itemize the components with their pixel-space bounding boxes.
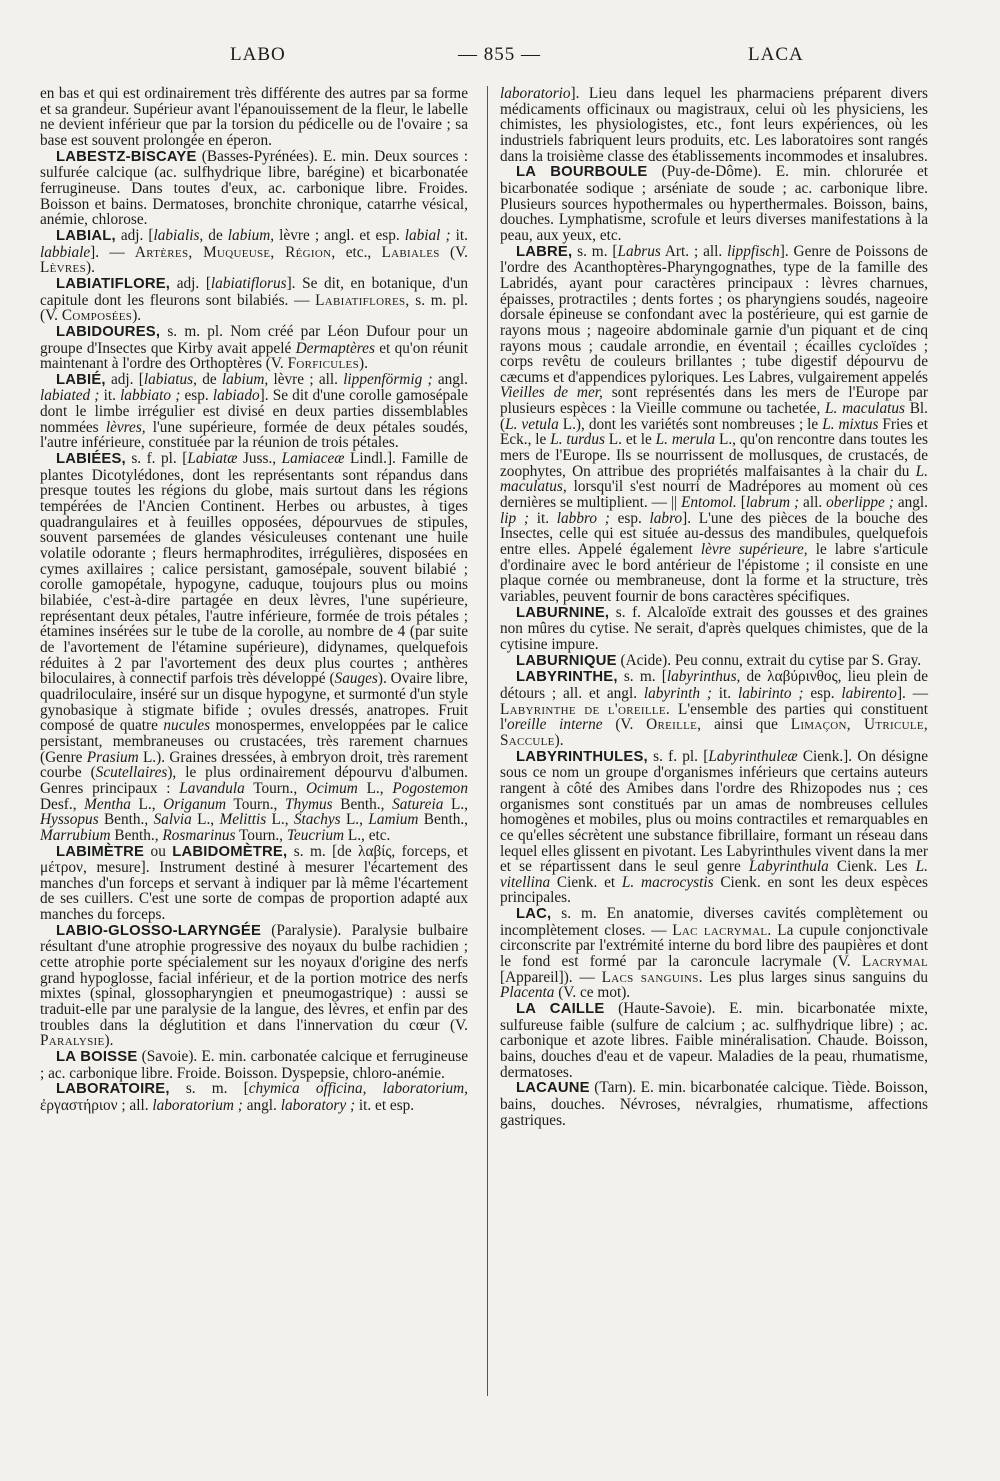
italic-text: Rosmarinus xyxy=(162,826,236,844)
italic-text: L. mixtus xyxy=(822,415,879,433)
italic-text: labyrinth ; xyxy=(643,684,712,702)
body-text: et qu'on réunit maintenant à l'ordre des Orthoptères (V. xyxy=(40,339,469,373)
italic-text: Marrubium xyxy=(40,826,111,844)
headword: LABURNINE, xyxy=(516,604,610,621)
body-text: L., etc. xyxy=(344,826,391,844)
dictionary-entry xyxy=(500,669,928,748)
italic-text: Ocimum xyxy=(305,779,358,797)
italic-text: Scutellaires xyxy=(95,764,168,782)
italic-text: Origanum xyxy=(163,795,227,813)
headword: LABORATOIRE, xyxy=(56,1081,170,1098)
body-text: sont représentés dans les mers de l'Europe par plusieurs espèces : la Vieille commune ou tachetée, xyxy=(500,384,929,418)
body-text: de xyxy=(203,226,228,244)
dictionary-entry xyxy=(40,228,468,276)
body-text: ). xyxy=(554,731,564,749)
small-caps-text: Limaçon, Utricule, Saccule xyxy=(500,716,928,749)
italic-text: lippenförmig ; xyxy=(343,370,433,388)
dictionary-entry xyxy=(500,1001,928,1080)
body-text: Bl. ( xyxy=(500,400,928,433)
small-caps-text: Labiatiflores, xyxy=(315,291,410,309)
body-text: Cienk. Les xyxy=(828,858,916,876)
italic-text: Lamiaceæ xyxy=(281,450,345,468)
italic-text: L. merula xyxy=(655,431,716,449)
small-caps-text: Lacrymal xyxy=(861,953,928,971)
body-text: ]. Se dit d'une corolle gamosépale dont le limbe irrégulier est divisé en deux parties dissemblables nommées xyxy=(40,387,468,436)
body-text: Fries et Eck., le xyxy=(500,415,928,449)
body-text: ). xyxy=(85,259,95,277)
italic-text: labial ; xyxy=(404,226,451,244)
body-text: Benth., xyxy=(418,811,468,829)
italic-text: Thymus xyxy=(285,795,333,813)
body-text: it. xyxy=(99,387,121,405)
body-text: L., xyxy=(266,811,294,829)
italic-text: Satureia xyxy=(392,795,444,813)
body-text: ), le plus ordinairement dépourvu d'albumen. Genres principaux : xyxy=(40,764,468,797)
body-text: Cienk. et xyxy=(550,873,622,891)
italic-text: Sauges xyxy=(334,670,378,688)
body-text: (Tarn). E. min. bicarbonatée calcique. Tiède. Boisson, bains, douches. Névroses, névralgies, rhumatisme, affections gastriques. xyxy=(500,1079,928,1129)
dictionary-entry xyxy=(500,605,928,653)
italic-text: Entomol. xyxy=(681,494,737,512)
body-text: lèvre ; all. xyxy=(268,370,344,388)
italic-text: labbiato ; xyxy=(120,387,181,405)
italic-text: labiatiflorus xyxy=(210,274,287,292)
headword: LA CAILLE xyxy=(516,1001,605,1018)
body-text: Benth., xyxy=(110,826,163,844)
running-head-left: LABO xyxy=(230,44,286,65)
italic-text: L. turdus xyxy=(550,431,605,449)
italic-text: oberlippe ; xyxy=(826,494,894,512)
body-text: s. m. [ xyxy=(617,668,667,686)
italic-text: labbro ; xyxy=(556,509,610,527)
headword: LA BOISSE xyxy=(56,1049,138,1066)
italic-text: Stachys xyxy=(293,811,341,829)
page-number: — 855 — xyxy=(458,44,541,65)
body-text: (Acide). Peu connu, extrait du cytise par S. Gray. xyxy=(616,651,922,669)
italic-text: labrum ; xyxy=(745,494,800,512)
body-text: [ xyxy=(736,494,746,512)
body-text: Lindl.]. Famille de plantes Dicotylédones, dont les représentants sont répandus dans presque toutes les régions du globe, mais surtout dans les régions tempérées de l'Ancien Continent. Herbes ou arbustes, à tiges quadrangulaires et à feuilles opposées, dépourvues de stipules, souvent parsemées de glandes vésiculeuses contenant une huile volatile odorante ; fleurs hermaphrodites, irrégulières, disposées en cymes axillaires ; calice persistant, gamosépale, souvent bilabié ; corolle gamopétale, hypogyne, caduque, toujours plus ou moins bilabiée, c'est-à-dire partagée en deux lèvres, l'une supérieure, représentant deux pétales, l'autre inférieure, formée de trois pétales ; étamines insérées sur le tube de la corolle, au nombre de 4 (par suite de l'avortement de l'étamine supérieure), didynames, quelquefois réduites à 2 par l'avortement des deux plus courtes ; anthères biloculaires, à connectif parfois très développé ( xyxy=(40,450,469,688)
dictionary-entry xyxy=(40,923,468,1049)
body-text: s. m. [ xyxy=(572,242,618,260)
italic-text: L. vitellina xyxy=(500,858,928,891)
body-text: L., xyxy=(340,811,369,829)
dictionary-entry xyxy=(40,844,468,923)
small-caps-text: Labiales xyxy=(381,243,440,261)
body-text: etc., xyxy=(335,243,382,261)
running-head-right: LACA xyxy=(748,44,804,65)
entry-continuation xyxy=(40,86,468,149)
body-text: L., xyxy=(191,811,220,829)
body-text: en bas et qui est ordinairement très différente des autres par sa forme et sa grandeur. Supérieur avant l'épanouissement de la fleur, le labelle ne devient inférieur que par la torsion du pédicelle ou de l'ovaire ; sa base est souvent prolongée en éperon. xyxy=(40,85,468,149)
body-text: Art. ; all. xyxy=(660,242,728,260)
body-text: Tourn., xyxy=(244,779,306,797)
headword: LABIO-GLOSSO-LARYNGÉE xyxy=(56,922,262,939)
headword: LABESTZ-BISCAYE xyxy=(56,148,197,165)
body-text: s. f. pl. [ xyxy=(647,747,709,765)
headword: LABIAL, xyxy=(56,227,116,244)
small-caps-text: Labyrinthe de l'oreille. xyxy=(500,700,670,718)
italic-text: Lavandula xyxy=(179,779,245,797)
body-text: adj. [ xyxy=(105,370,144,388)
body-text: Cienk.]. On désigne sous ce nom un groupe d'organismes inférieurs que certains auteurs rangent à côté des Amibes dans l'ordre des Rhizopodes nus ; ces organismes sont constitués par un amas de nombreuses cellules homogènes et mobiles, plus ou moins contractiles et remarquables en ce qu'elles sécrètent une substance fibrillaire, formant un réseau dans lequel elles glissent en pivotant. Les Labyrinthules vivent dans la mer et se répartissent dans le seul genre xyxy=(500,747,928,876)
body-text: lèvre ; angl. et esp. xyxy=(274,226,405,244)
italic-text: Lamium xyxy=(368,811,419,829)
body-text: monospermes, enveloppées par le calice persistant, membraneuses ou crustacées, très rarement charnues (Genre xyxy=(40,717,468,766)
headword: LABIDOURES, xyxy=(56,323,161,340)
italic-text: Prasium xyxy=(86,748,139,766)
italic-text: labiatus, xyxy=(143,370,197,388)
italic-text: labro xyxy=(649,509,683,527)
body-text: (Savoie). E. min. carbonatée calcique et ferrugineuse ; ac. carbonique libre. Froide. Boisson. Dyspepsie, chloro-anémie. xyxy=(40,1048,468,1082)
headword: LABRE, xyxy=(516,243,573,260)
body-text: ou xyxy=(144,842,173,860)
body-text: ]. Lieu dans lequel les pharmaciens préparent divers médicaments officinaux ou magistraux, celui où les physiciens, les chimistes, les physiologistes, etc., font leurs expériences, où les industriels fabriquent leurs produits, etc. Les laboratoires sont rangés dans la troisième classe des établissements incommodes et insalubres. xyxy=(500,85,928,165)
dictionary-entry xyxy=(40,451,468,843)
body-text: (Puy-de-Dôme). E. min. chlorurée et bicarbonatée sodique ; arséniate de soude ; ac. carbonique libre. Plusieurs sources hypothermales ou hyperthermales. Boisson, bains, douches. Lymphatisme, scrofule et leurs diverses manifestations à la peau, aux yeux, etc. xyxy=(500,163,928,244)
italic-text: labiated ; xyxy=(40,387,100,405)
body-text: (Haute-Savoie). E. min. bicarbonatée mixte, sulfureuse faible (sulfure de calcium ; ac. sulfhydrique libre) ; ac. carbonique et azote libres. Faible minéralisation. Chaude. Boisson, bains, douches d'eau et de vapeur. Maladies de la peau, rhumatisme, dermatoses. xyxy=(500,1000,928,1081)
body-text: L., xyxy=(130,795,164,813)
body-text: Juss., xyxy=(237,450,282,468)
body-text: L.). Graines dressées, à embryon droit, très rarement courbe ( xyxy=(40,748,468,782)
italic-text: nucules xyxy=(163,717,211,735)
body-text: s. f. Alcaloïde extrait des gousses et des graines non mûres du cytise. Ne serait, d'après quelques chimistes, que de la cytisine impure. xyxy=(500,603,928,653)
body-text: ). xyxy=(132,307,142,325)
headword: LABYRINTHULES, xyxy=(516,748,648,765)
italic-text: lèvre supérieure, xyxy=(700,541,808,559)
italic-text: labialis, xyxy=(153,226,204,244)
italic-text: oreille interne xyxy=(507,716,603,734)
body-text: Tourn., xyxy=(226,795,286,813)
headword: LABIÉES, xyxy=(56,451,126,468)
headword: LA BOURBOULE xyxy=(516,164,648,181)
body-text: Les plus larges sinus sanguins du xyxy=(702,968,928,986)
small-caps-text: Composées xyxy=(61,307,133,325)
body-text: s. m. pl. (V. xyxy=(40,291,468,325)
body-text: angl. xyxy=(242,1097,281,1114)
italic-text: labium, xyxy=(221,370,269,388)
small-caps-text: Lèvres xyxy=(40,259,86,277)
headword: LAC, xyxy=(516,906,552,923)
dictionary-entry xyxy=(40,276,468,324)
body-text: le labre s'articule d'ordinaire avec le bord antérieur de l'épistome ; il consiste en une plaque cornée ou membraneuse, dont la forme et la structure, très variables, peuvent fournir de bons caractères spécifiques. xyxy=(500,541,928,605)
italic-text: Pogostemon xyxy=(392,779,468,797)
italic-text: Hyssopus xyxy=(40,811,99,829)
body-text: ]. — xyxy=(90,243,135,261)
headword: LABIMÈTRE xyxy=(56,843,145,860)
italic-text: Salvia xyxy=(153,811,192,829)
body-text: (V. xyxy=(602,716,647,734)
body-text: ]. Genre de Poissons de l'ordre des Acanthoptères-Pharyngognathes, type de la famille des Labridés, ayant pour caractères principaux : lèvres charnues, épaisses, protractiles ; dents fortes ; os pharyngiens soudés, nageoire dorsale épineuse se confondant avec la postérieure, qui est garnie de rayons mous ; nageoire abdominale garnie d'un piquant et de cinq rayons mous ; caudale arrondie, en éventail ; écailles cycloïdes ; corps revêtu de couleurs brillantes ; tube digestif dépourvu de cæcums et d'appendices pyloriques. Les Labres, vulgairement appelés xyxy=(500,242,928,386)
dictionary-entry xyxy=(40,324,468,372)
body-text: s. m. [ xyxy=(169,1080,249,1098)
dictionary-entry xyxy=(40,372,468,451)
body-text: ). xyxy=(358,355,368,373)
italic-text: Dermaptères xyxy=(295,339,375,357)
body-text: (Paralysie). Paralysie bulbaire résultant d'une atrophie progressive des noyaux du bulbe rachidien ; cette atrophie porte spécialement sur les noyaux d'origine des nerfs grand hypoglosse, facial inférieur, et de la portion motrice des nerfs mixtes (spinal, glossopharyngien et pneumogastrique) : aussi se traduit-elle par une paralysie de la langue, des lèvres, et enfin par des troubles dans la déglutition et dans l'innervation du cœur (V. xyxy=(40,921,468,1034)
body-text: ]. — xyxy=(896,684,929,702)
dictionary-entry xyxy=(500,244,928,605)
body-text: (V. xyxy=(439,243,468,261)
body-text: Benth., xyxy=(98,811,154,829)
body-text: La cupule conjonctivale circonscrite par l'extrémité interne du bord libre des paupières et dont le fond est formé par la caroncule lacrymale (V. xyxy=(500,921,929,971)
column-divider xyxy=(487,86,488,1396)
body-text: Benth., xyxy=(332,795,393,813)
dictionary-entry xyxy=(500,906,928,1001)
headword: LABYRINTHE, xyxy=(516,669,618,686)
small-caps-text: Forficules xyxy=(287,355,359,373)
body-text: lorsqu'il s'est nourri de Madrépores au moment où ces dernières se multiplient. — || xyxy=(500,478,928,512)
italic-text: labyrinthus, xyxy=(666,668,741,686)
body-text: de λαβύρινθος, lieu plein de détours ; all. et angl. xyxy=(500,668,928,702)
italic-text: laboratorio xyxy=(500,85,571,102)
body-text: all. xyxy=(799,494,827,512)
italic-text: labiado xyxy=(212,387,260,405)
headword: LABIDOMÈTRE, xyxy=(172,843,288,860)
body-text: L.), dont les variétés sont nombreuses ; le xyxy=(558,415,823,433)
body-text: [Appareil]). — xyxy=(500,968,602,986)
small-caps-text: Paralysie xyxy=(40,1032,105,1050)
dictionary-entry xyxy=(500,749,928,907)
italic-text: Placenta xyxy=(500,984,555,1002)
headword: LABIATIFLORE, xyxy=(56,275,171,292)
italic-text: L. maculatus, xyxy=(500,462,928,496)
body-text: Desf., xyxy=(40,795,85,813)
body-text: ainsi que xyxy=(701,716,791,734)
body-text: esp. xyxy=(609,509,650,527)
italic-text: Teucrium xyxy=(286,826,345,844)
body-text: angl. xyxy=(893,494,928,512)
body-text: s. m. En anatomie, diverses cavités complètement ou incomplètement closes. — xyxy=(500,905,928,939)
body-text: s. f. pl. [ xyxy=(125,450,188,468)
body-text: it. xyxy=(528,509,557,527)
italic-text: Labyrinthuleæ xyxy=(708,747,798,765)
body-text: L., xyxy=(357,779,393,797)
dictionary-entry xyxy=(500,164,928,243)
body-text: ἐργαστήριον ; all. xyxy=(40,1097,153,1114)
italic-text: lèvres, xyxy=(105,418,146,436)
italic-text: chymica officina, laboratorium, xyxy=(248,1080,468,1098)
italic-text: Mentha xyxy=(84,795,131,813)
italic-text: Melittis xyxy=(219,811,267,829)
body-text: Tourn., xyxy=(235,826,287,844)
right-column xyxy=(500,86,928,1128)
dictionary-entry xyxy=(500,1080,928,1128)
small-caps-text: Oreille, xyxy=(646,716,702,734)
italic-text: Labrus xyxy=(617,242,661,260)
small-caps-text: Lacs sanguins. xyxy=(601,968,703,986)
body-text: L'ensemble des parties qui constituent l' xyxy=(500,700,928,734)
body-text: esp. xyxy=(803,684,842,702)
body-text: ]. Se dit, en botanique, d'un capitule dont les fleurons sont bilabiés. — xyxy=(40,274,468,309)
body-text: ). xyxy=(104,1032,114,1050)
italic-text: L. vetula xyxy=(505,415,559,433)
small-caps-text: Lac lacrymal. xyxy=(672,921,772,939)
italic-text: lip ; xyxy=(500,509,529,527)
entry-continuation xyxy=(500,86,928,164)
body-text: (Basses-Pyrénées). E. min. Deux sources : sulfurée calcique (ac. sulfhydrique libre, barégine) et bicarbonatée ferrugineuse. Dans toutes d'eux, ac. carbonique libre. Froides. Boisson et bains. Dermatoses, bronchite chronique, catarrhe vésical, anémie, chlorose. xyxy=(40,147,468,229)
body-text: adj. [ xyxy=(170,274,211,292)
italic-text: labbiale xyxy=(40,243,91,261)
body-text: ]. L'une des pièces de la bouche des Insectes, celle qui est située au-dessus des mandibules, quelquefois entre elles. Appelé également xyxy=(500,509,928,559)
body-text: (V. ce mot). xyxy=(554,984,631,1002)
small-caps-text: Artères, Muqueuse, Région, xyxy=(134,243,336,261)
body-text: it. xyxy=(711,684,738,702)
body-text: L., qu'on rencontre dans toutes les mers de l'Europe. Ils se nourrissent de mollusques, de crustacés, de zoophytes, On attribue des propriétés malfaisantes à la chair du xyxy=(500,431,928,480)
italic-text: Labiatæ xyxy=(187,450,238,468)
italic-text: laboratory ; xyxy=(280,1097,356,1114)
italic-text: laboratorium ; xyxy=(152,1097,243,1114)
headword: LABURNIQUE xyxy=(516,652,617,669)
italic-text: L. maculatus xyxy=(825,400,905,418)
body-text: ). Ovaire libre, quadriloculaire, inséré sur un disque hypogyne, et surmonté d'un style gynobasique à stigmate bifide ; ovules dressés, anatropes. Fruit composé de quatre xyxy=(40,670,468,735)
body-text: angl. xyxy=(432,370,468,388)
body-text: s. m. [de λαβίς, forceps, et μέτρον, mesure]. Instrument destiné à mesurer l'écartement des manches d'un forceps et servant à indiquer par là même l'écartement de ses cuillers. C'est une sorte de compas de proportion adapté aux manches du forceps. xyxy=(40,842,468,924)
body-text: adj. [ xyxy=(115,226,154,244)
body-text: L. et le xyxy=(604,431,656,449)
dictionary-entry xyxy=(500,653,928,670)
headword: LABIÉ, xyxy=(56,371,106,388)
italic-text: L. macrocystis xyxy=(621,873,714,891)
body-text: l'une supérieure, formée de deux pétales soudés, l'autre inférieure, constituée par la réunion de trois pétales. xyxy=(40,418,469,452)
headword: LACAUNE xyxy=(516,1080,590,1097)
italic-text: lippfisch xyxy=(727,242,780,260)
body-text: s. m. pl. Nom créé par Léon Dufour pour un groupe d'Insectes que Kirby avait appelé xyxy=(40,322,468,357)
italic-text: Labyrinthula xyxy=(748,858,829,876)
italic-text: labirento xyxy=(841,684,897,702)
body-text: it. xyxy=(450,226,468,244)
italic-text: labium, xyxy=(227,226,275,244)
italic-text: Vieilles de mer, xyxy=(500,384,603,402)
body-text: de xyxy=(196,370,222,388)
body-text: esp. xyxy=(180,387,213,405)
italic-text: labirinto ; xyxy=(737,684,804,702)
body-text: Cienk. en sont les deux espèces principales. xyxy=(500,873,928,907)
dictionary-entry xyxy=(40,1049,468,1081)
dictionary-entry xyxy=(40,149,468,228)
body-text: it. et esp. xyxy=(355,1097,415,1114)
left-column xyxy=(40,86,468,1114)
body-text: L., xyxy=(443,795,468,813)
dictionary-entry xyxy=(40,1081,468,1113)
